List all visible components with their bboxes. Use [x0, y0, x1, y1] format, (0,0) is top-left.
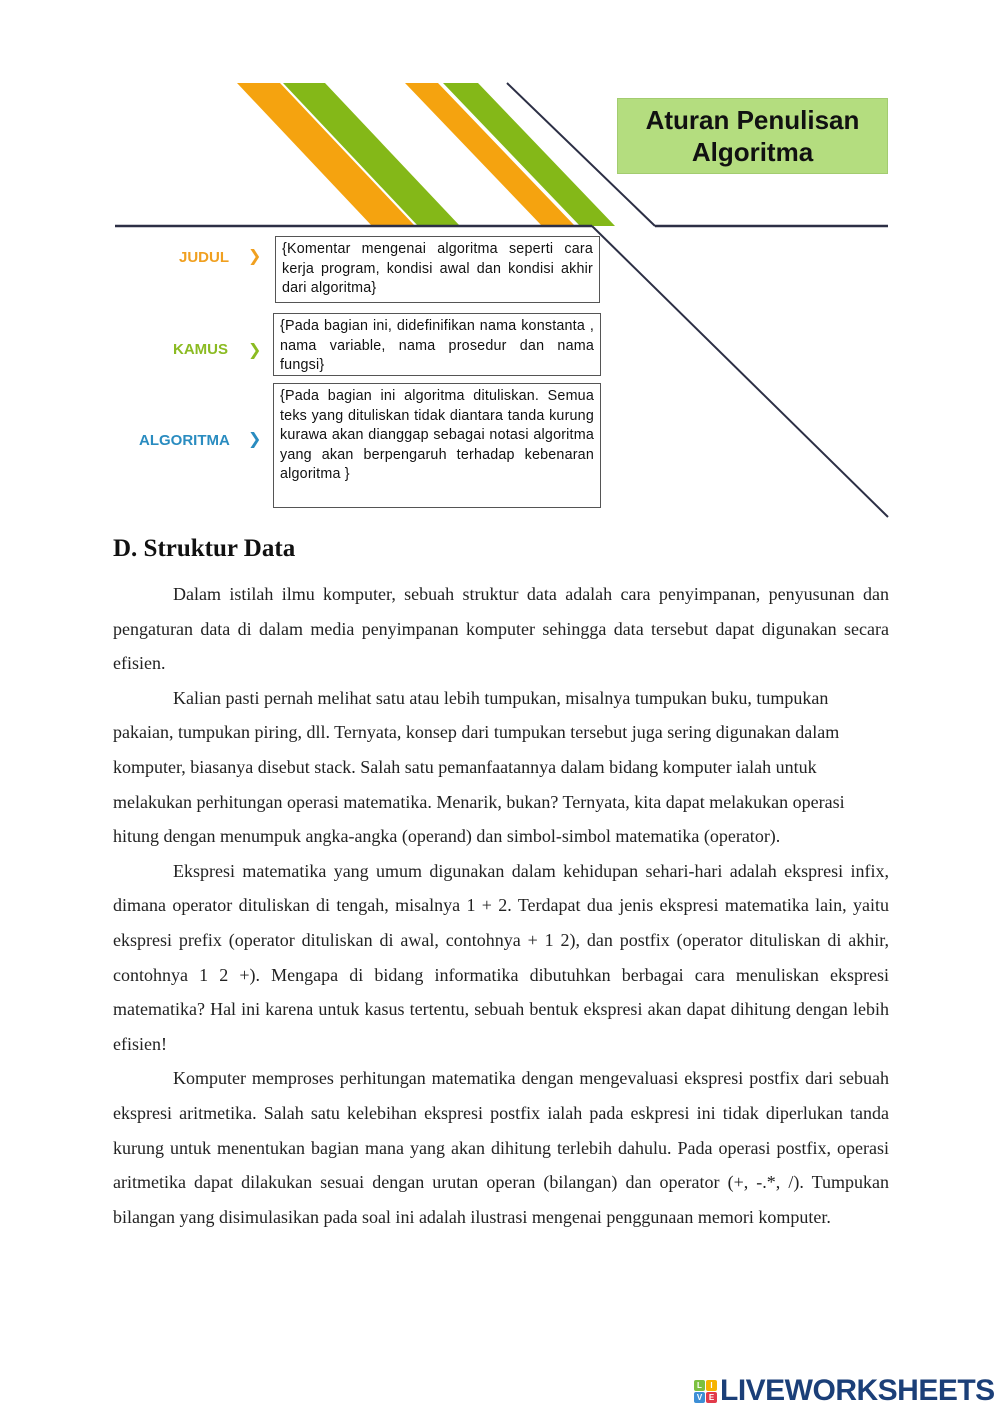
- logo-letter: L: [694, 1380, 705, 1391]
- logo-text: LIVEWORKSHEETS: [720, 1374, 995, 1407]
- paragraph: Kalian pasti pernah melihat satu atau lebih tumpukan, misalnya tumpukan buku, tumpukan pakaian, tumpukan piring, dll. Ternyata, konsep dari tumpukan tersebut juga sering digunakan dalam komputer, biasanya disebut stack. Salah satu pemanfaatannya dalam bidang komputer ialah untuk melakukan perhitungan operasi matematika. Menarik, bukan? Ternyata, kita dapat melakukan operasi hitung dengan menumpuk angka-angka (operand) dan simbol-simbol matematika (operator).: [113, 687, 845, 847]
- diagonal-line-bottom: [592, 226, 888, 517]
- chevron-right-icon: ❯: [248, 340, 262, 359]
- section-heading: D. Struktur Data: [113, 535, 296, 562]
- chevron-right-icon: ❯: [248, 246, 262, 265]
- label-kamus: KAMUS: [173, 341, 228, 358]
- logo-icon: [694, 1380, 717, 1403]
- logo-letter: I: [706, 1380, 717, 1391]
- label-judul: JUDUL: [179, 249, 230, 266]
- label-algoritma: ALGORITMA: [139, 432, 230, 449]
- diagram-title: Aturan Penulisan Algoritma: [617, 98, 888, 174]
- judul-description: {Komentar mengenai algoritma seperti cara kerja program, kondisi awal dan kondisi akhir dari algoritma}: [275, 236, 600, 303]
- paragraph: Komputer memproses perhitungan matematika dengan mengevaluasi ekspresi postfix dari sebuah ekspresi aritmetika. Salah satu kelebihan ekspresi postfix ialah pada eskpresi ini tidak diperlukan tanda kurung untuk menentukan bagian mana yang akan dihitung terlebih dahulu. Pada operasi postfix, operasi aritmetika dapat dilakukan sesuai dengan urutan operan (bilangan) dan operator (+, -.*, /). Tumpukan bilangan yang disimulasikan pada soal ini adalah ilustrasi mengenai penggunaan memori komputer.: [113, 1068, 889, 1227]
- algorithm-rules-diagram: [0, 0, 1000, 530]
- algoritma-description: {Pada bagian ini algoritma dituliskan. Semua teks yang dituliskan tidak diantara tanda kurung kurawa akan dianggap sebagai notasi algoritma yang akan berpengaruh terhadap kebenaran algoritma }: [273, 383, 601, 508]
- kamus-description: {Pada bagian ini, didefinifikan nama konstanta , nama variable, nama prosedur dan nama fungsi}: [273, 313, 601, 376]
- paragraph: Dalam istilah ilmu komputer, sebuah struktur data adalah cara penyimpanan, penyusunan dan pengaturan data di dalam media penyimpanan komputer sehingga data tersebut dapat digunakan secara efisien.: [113, 584, 889, 674]
- liveworksheets-logo: [694, 1374, 995, 1408]
- chevron-right-icon: ❯: [248, 429, 262, 448]
- paragraph: Ekspresi matematika yang umum digunakan dalam kehidupan sehari-hari adalah ekspresi infix, dimana operator dituliskan di tengah, misalnya 1 + 2. Terdapat dua jenis ekspresi matematika lain, yaitu ekspresi prefix (operator dituliskan di awal, contohnya + 1 2), dan postfix (operator dituliskan di akhir, contohnya 1 2 +). Mengapa di bidang informatika dibutuhkan berbagai cara menuliskan ekspresi matematika? Hal ini karena untuk kasus tertentu, sebuah bentuk ekspresi akan dapat dihitung dengan lebih efisien!: [113, 860, 889, 1054]
- logo-letter: V: [694, 1392, 705, 1403]
- logo-letter: E: [706, 1392, 717, 1403]
- section-body: [113, 577, 889, 1234]
